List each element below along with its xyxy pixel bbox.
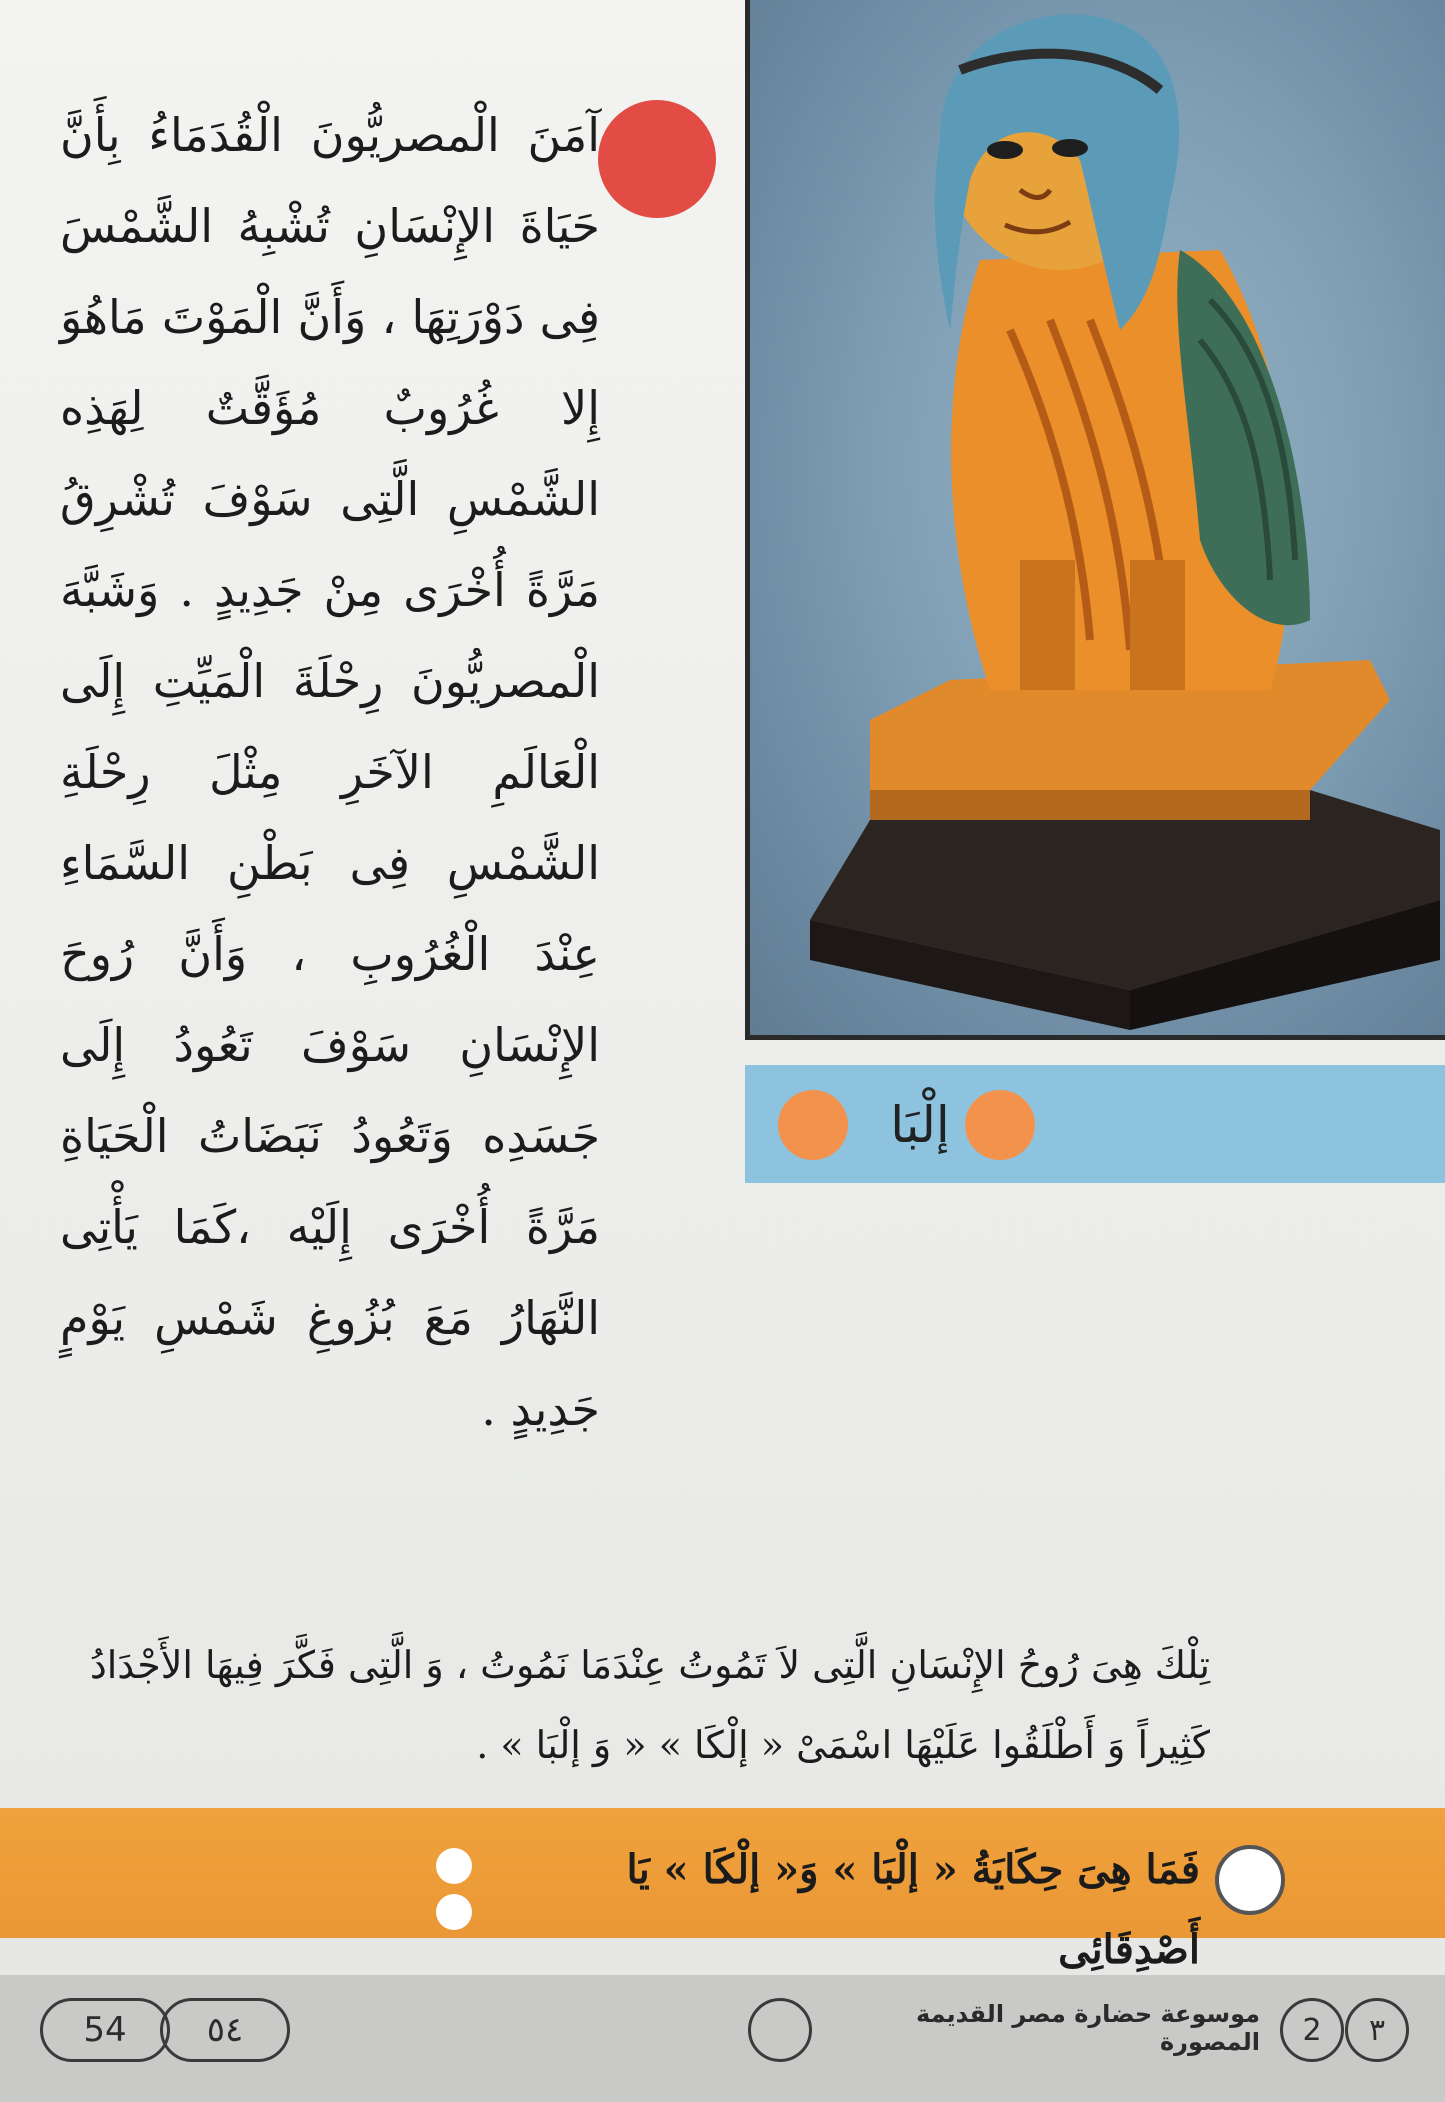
volume-number-2: 2 <box>1280 1998 1344 2062</box>
page-number-arabic: ٥٤ <box>160 1998 290 2062</box>
ba-statue-photo <box>745 0 1445 1040</box>
footer-empty-circle <box>748 1998 812 2062</box>
question-bullet-icon <box>1215 1845 1285 1915</box>
ba-bird-statue-illustration <box>750 0 1445 1035</box>
question-end-dot-top <box>436 1848 472 1884</box>
paragraph-start-dot <box>598 100 716 218</box>
figure-caption: إلْبَا <box>890 1096 950 1154</box>
question-end-dot-bottom <box>436 1894 472 1930</box>
main-paragraph: آمَنَ الْمصريُّونَ الْقُدَمَاءُ بِأَنَّ حَيَاةَ الإِنْسَانِ تُشْبِهُ الشَّمْسَ فِى دَوْرَتِهَا ، وَأَنَّ الْمَوْتَ مَاهُوَ إِلا غُرُوبٌ مُؤَقَّتٌ لِهَذِه الشَّمْسِ الَّتِى سَوْفَ تُشْرِقُ مَرَّةً أُخْرَى مِنْ جَدِيدٍ . وَشَبَّهَ الْمصريُّونَ رِحْلَةَ الْمَيِّتِ إِلَى الْعَالَمِ الآخَرِ مِثْلَ رِحْلَةِ الشَّمْسِ فِى بَطْنِ السَّمَاءِ عِنْدَ الْغُرُوبِ ، وَأَنَّ رُوحَ الإِنْسَانِ سَوْفَ تَعُودُ إِلَى جَسَدِه وَتَعُودُ نَبَضَاتُ الْحَيَاةِ مَرَّةً أُخْرَى إِلَيْه ،كَمَا يَأْتِى النَّهَارُ مَعَ بُزُوغِ شَمْسِ يَوْمٍ جَدِيدٍ . <box>60 108 600 1436</box>
page-number-latin: 54 <box>40 1998 170 2062</box>
question-text: فَمَا هِىَ حِكَايَةُ « إلْبَا » وَ« إلْكَا » يَا أَصْدِقَائِى <box>626 1846 1200 1973</box>
summary-paragraph: تِلْكَ هِىَ رُوحُ الإِنْسَانِ الَّتِى لاَ تَمُوتُ عِنْدَمَا نَمُوتُ ، وَ الَّتِى فَكَّرَ فِيهَا الأَجْدَادُ كَثِيراً وَ أَطْلَقُوا عَلَيْهَا اسْمَىْ « إلْكَا » « وَ إلْبَا » . <box>89 1643 1210 1767</box>
caption-dot-left <box>778 1090 848 1160</box>
series-title: موسوعة حضارة مصر القديمة المصورة <box>916 2000 1260 2056</box>
volume-number-1: ٣ <box>1345 1998 1409 2062</box>
